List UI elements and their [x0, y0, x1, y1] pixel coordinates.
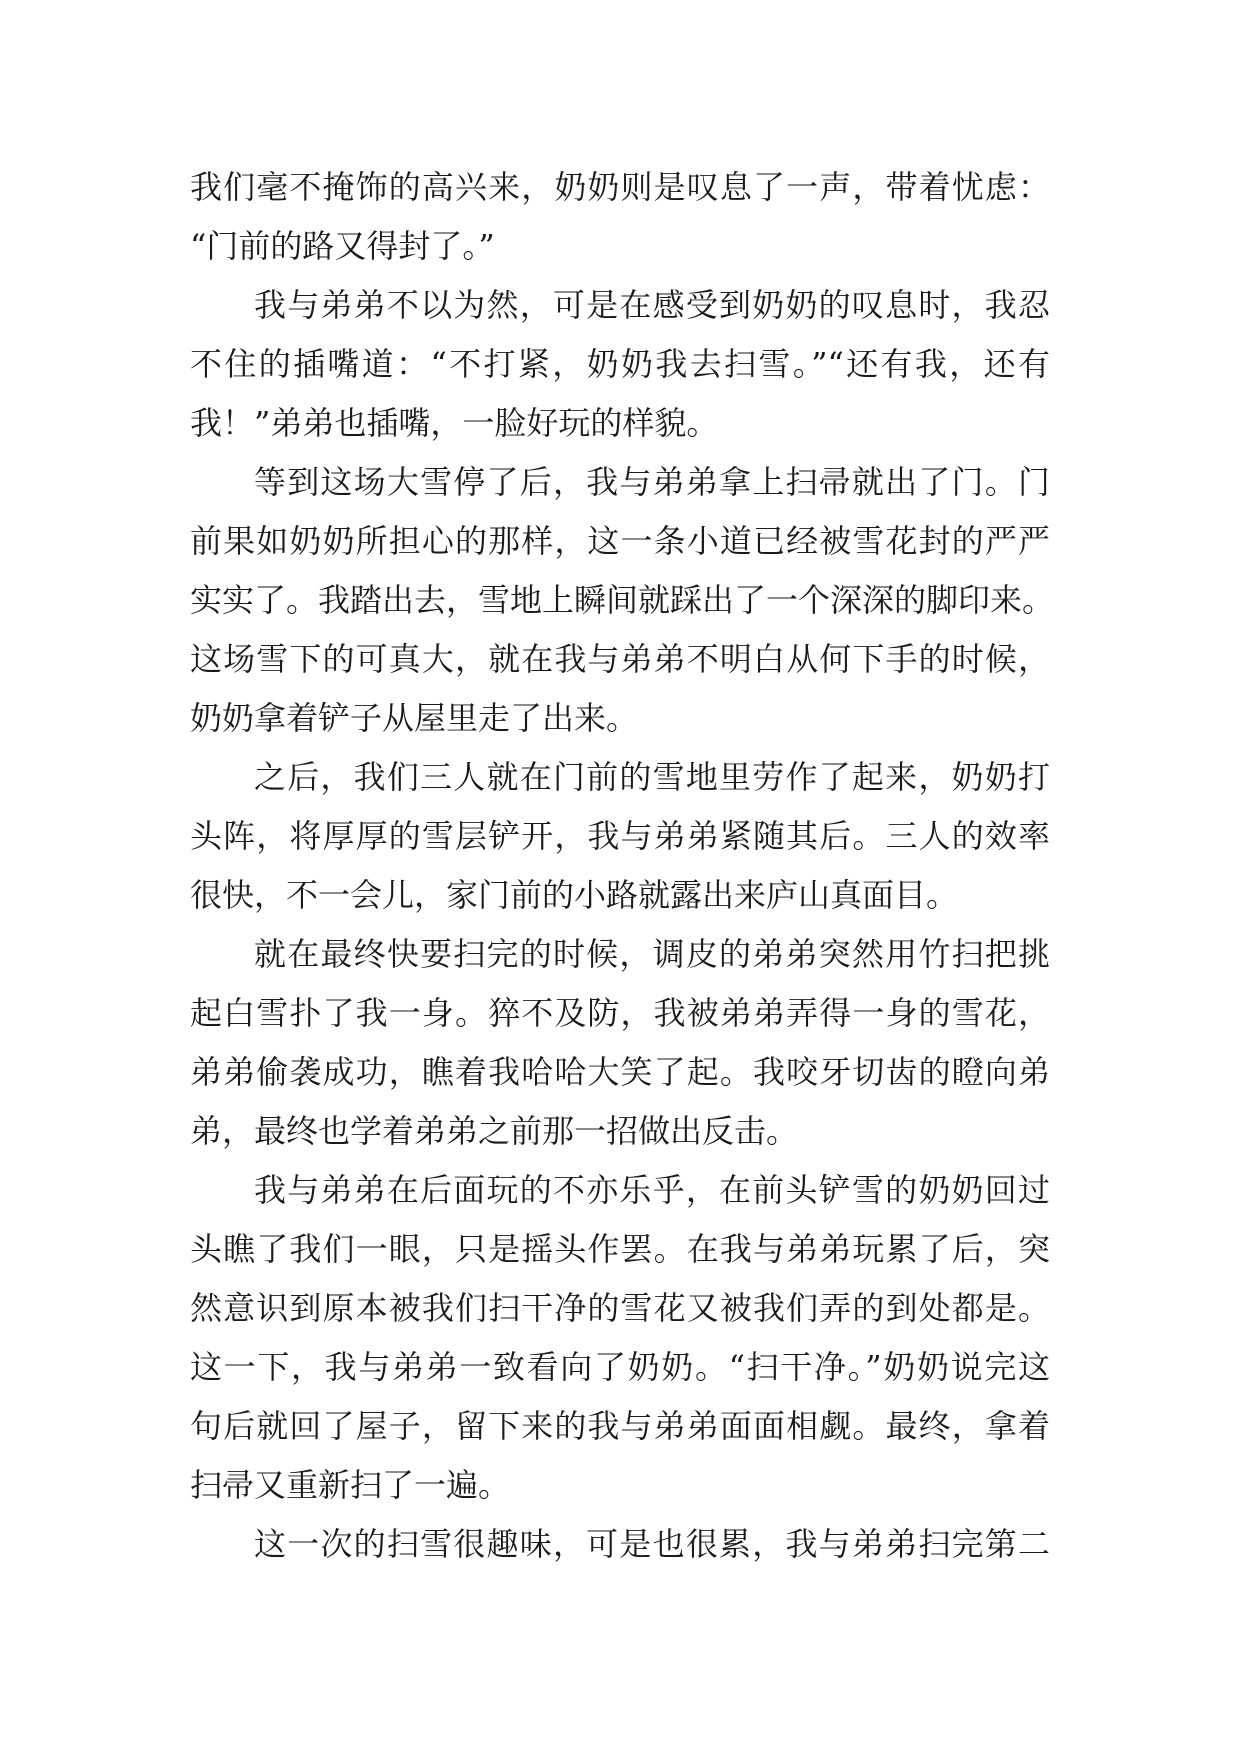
text-line: 我与弟弟不以为然，可是在感受到奶奶的叹息时，我忍 [254, 286, 1050, 324]
text-line: 我！”弟弟也插嘴，一脸好玩的样貌。 [190, 404, 719, 442]
text-line: 奶奶拿着铲子从屋里走了出来。 [190, 699, 639, 737]
text-line: 前果如奶奶所担心的那样，这一条小道已经被雪花封的严严 [190, 522, 1050, 560]
text-line: 起白雪扑了我一身。猝不及防，我被弟弟弄得一身的雪花， [190, 994, 1050, 1032]
text-line: 扫帚又重新扫了一遍。 [190, 1466, 511, 1504]
text-line: 句后就回了屋子，留下来的我与弟弟面面相觑。最终，拿着 [190, 1407, 1050, 1445]
text-line: 弟弟偷袭成功，瞧着我哈哈大笑了起。我咬牙切齿的瞪向弟 [190, 1053, 1050, 1091]
text-line: 我们毫不掩饰的高兴来，奶奶则是叹息了一声，带着忧虑： [190, 168, 1050, 206]
text-line: 就在最终快要扫完的时候，调皮的弟弟突然用竹扫把挑 [254, 935, 1050, 973]
text-line: 这一下，我与弟弟一致看向了奶奶。“扫干净。”奶奶说完这 [190, 1348, 1050, 1386]
text-line: 弟，最终也学着弟弟之前那一招做出反击。 [190, 1112, 799, 1150]
text-line: 实实了。我踏出去，雪地上瞬间就踩出了一个深深的脚印来。 [190, 581, 1055, 619]
text-line: “门前的路又得封了。” [190, 227, 495, 265]
text-line: 不住的插嘴道：“不打紧，奶奶我去扫雪。”“还有我，还有 [190, 345, 1050, 383]
text-line: 头阵，将厚厚的雪层铲开，我与弟弟紧随其后。三人的效率 [190, 817, 1050, 855]
text-line: 这场雪下的可真大，就在我与弟弟不明白从何下手的时候， [190, 640, 1050, 678]
text-line: 这一次的扫雪很趣味，可是也很累，我与弟弟扫完第二 [254, 1525, 1050, 1563]
text-line: 之后，我们三人就在门前的雪地里劳作了起来，奶奶打 [254, 758, 1050, 796]
text-line: 很快，不一会儿，家门前的小路就露出来庐山真面目。 [190, 876, 959, 914]
text-line: 我与弟弟在后面玩的不亦乐乎，在前头铲雪的奶奶回过 [254, 1171, 1050, 1209]
text-line: 然意识到原本被我们扫干净的雪花又被我们弄的到处都是。 [190, 1289, 1050, 1327]
text-line: 头瞧了我们一眼，只是摇头作罢。在我与弟弟玩累了后，突 [190, 1230, 1050, 1268]
text-line: 等到这场大雪停了后，我与弟弟拿上扫帚就出了门。门 [254, 463, 1050, 501]
article-body [190, 158, 1055, 1574]
